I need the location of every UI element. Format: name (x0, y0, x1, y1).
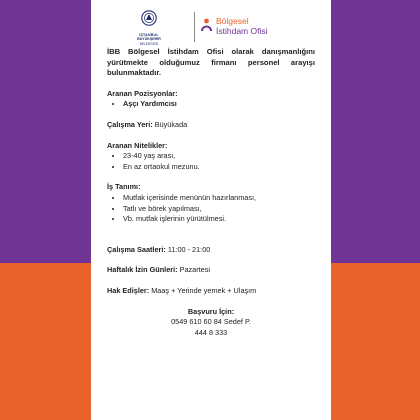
header-logos (91, 10, 331, 46)
intro-text: İBB Bölgesel İstihdam Ofisi olarak danışmanlığını yürütmekte olduğumuz firmanı personel arayışı bulunmaktadır. (107, 47, 315, 78)
job-posting-card (91, 0, 331, 420)
qualification-item: • 23-40 yaş arası, (123, 151, 315, 162)
benefits-section (107, 286, 315, 297)
qualification-item: • En az ortaokul mezunu. (123, 162, 315, 173)
duty-item: • Vb. mutfak işlerinin yürütülmesi. (123, 214, 315, 225)
ibb-logo-line1: İSTANBUL (139, 33, 159, 37)
office-mark-icon (200, 18, 213, 32)
positions-section (107, 89, 315, 110)
benefits-value: Maaş + Yerinde yemek + Ulaşım (151, 285, 257, 295)
duty-item: • Mutfak içerisinde menünün hazırlanması, (123, 193, 315, 204)
logo-divider (194, 12, 195, 42)
hours-label: Çalışma Saatleri: (107, 244, 166, 254)
qualifications-section (107, 141, 315, 173)
ibb-logo (111, 10, 187, 46)
office-logo-line2: İstihdam Ofisi (216, 26, 268, 36)
location-section (107, 120, 315, 131)
posting-content (107, 47, 315, 338)
duties-section (107, 182, 315, 224)
office-logo-line1: Bölgesel (216, 16, 249, 26)
qualifications-label: Aranan Nitelikler: (107, 140, 168, 150)
days-off-section (107, 265, 315, 276)
days-off-value: Pazartesi (179, 265, 210, 275)
apply-section (107, 307, 315, 339)
position-item: • Aşçı Yardımcısı (123, 99, 315, 110)
ibb-emblem-icon (141, 10, 157, 26)
hours-section (107, 245, 315, 256)
duty-item: • Tatlı ve börek yapılması, (123, 204, 315, 215)
hours-value: 11:00 - 21:00 (167, 244, 211, 254)
apply-phone-1: 0549 610 60 84 Sedef P. (171, 317, 251, 327)
duties-label: İş Tanımı: (107, 182, 141, 192)
apply-label: Başvuru İçin: (187, 306, 235, 316)
positions-label: Aranan Pozisyonlar: (107, 88, 178, 98)
days-off-label: Haftalık İzin Günleri: (107, 265, 178, 275)
apply-phone-2: 444 8 333 (194, 327, 228, 337)
ibb-logo-line2: BÜYÜKŞEHİR (137, 37, 161, 42)
location-label: Çalışma Yeri: (107, 119, 153, 129)
ibb-logo-line3: BELEDİYESİ (139, 41, 159, 46)
location-value: Büyükada (154, 119, 188, 129)
benefits-label: Hak Edişler: (107, 285, 150, 295)
